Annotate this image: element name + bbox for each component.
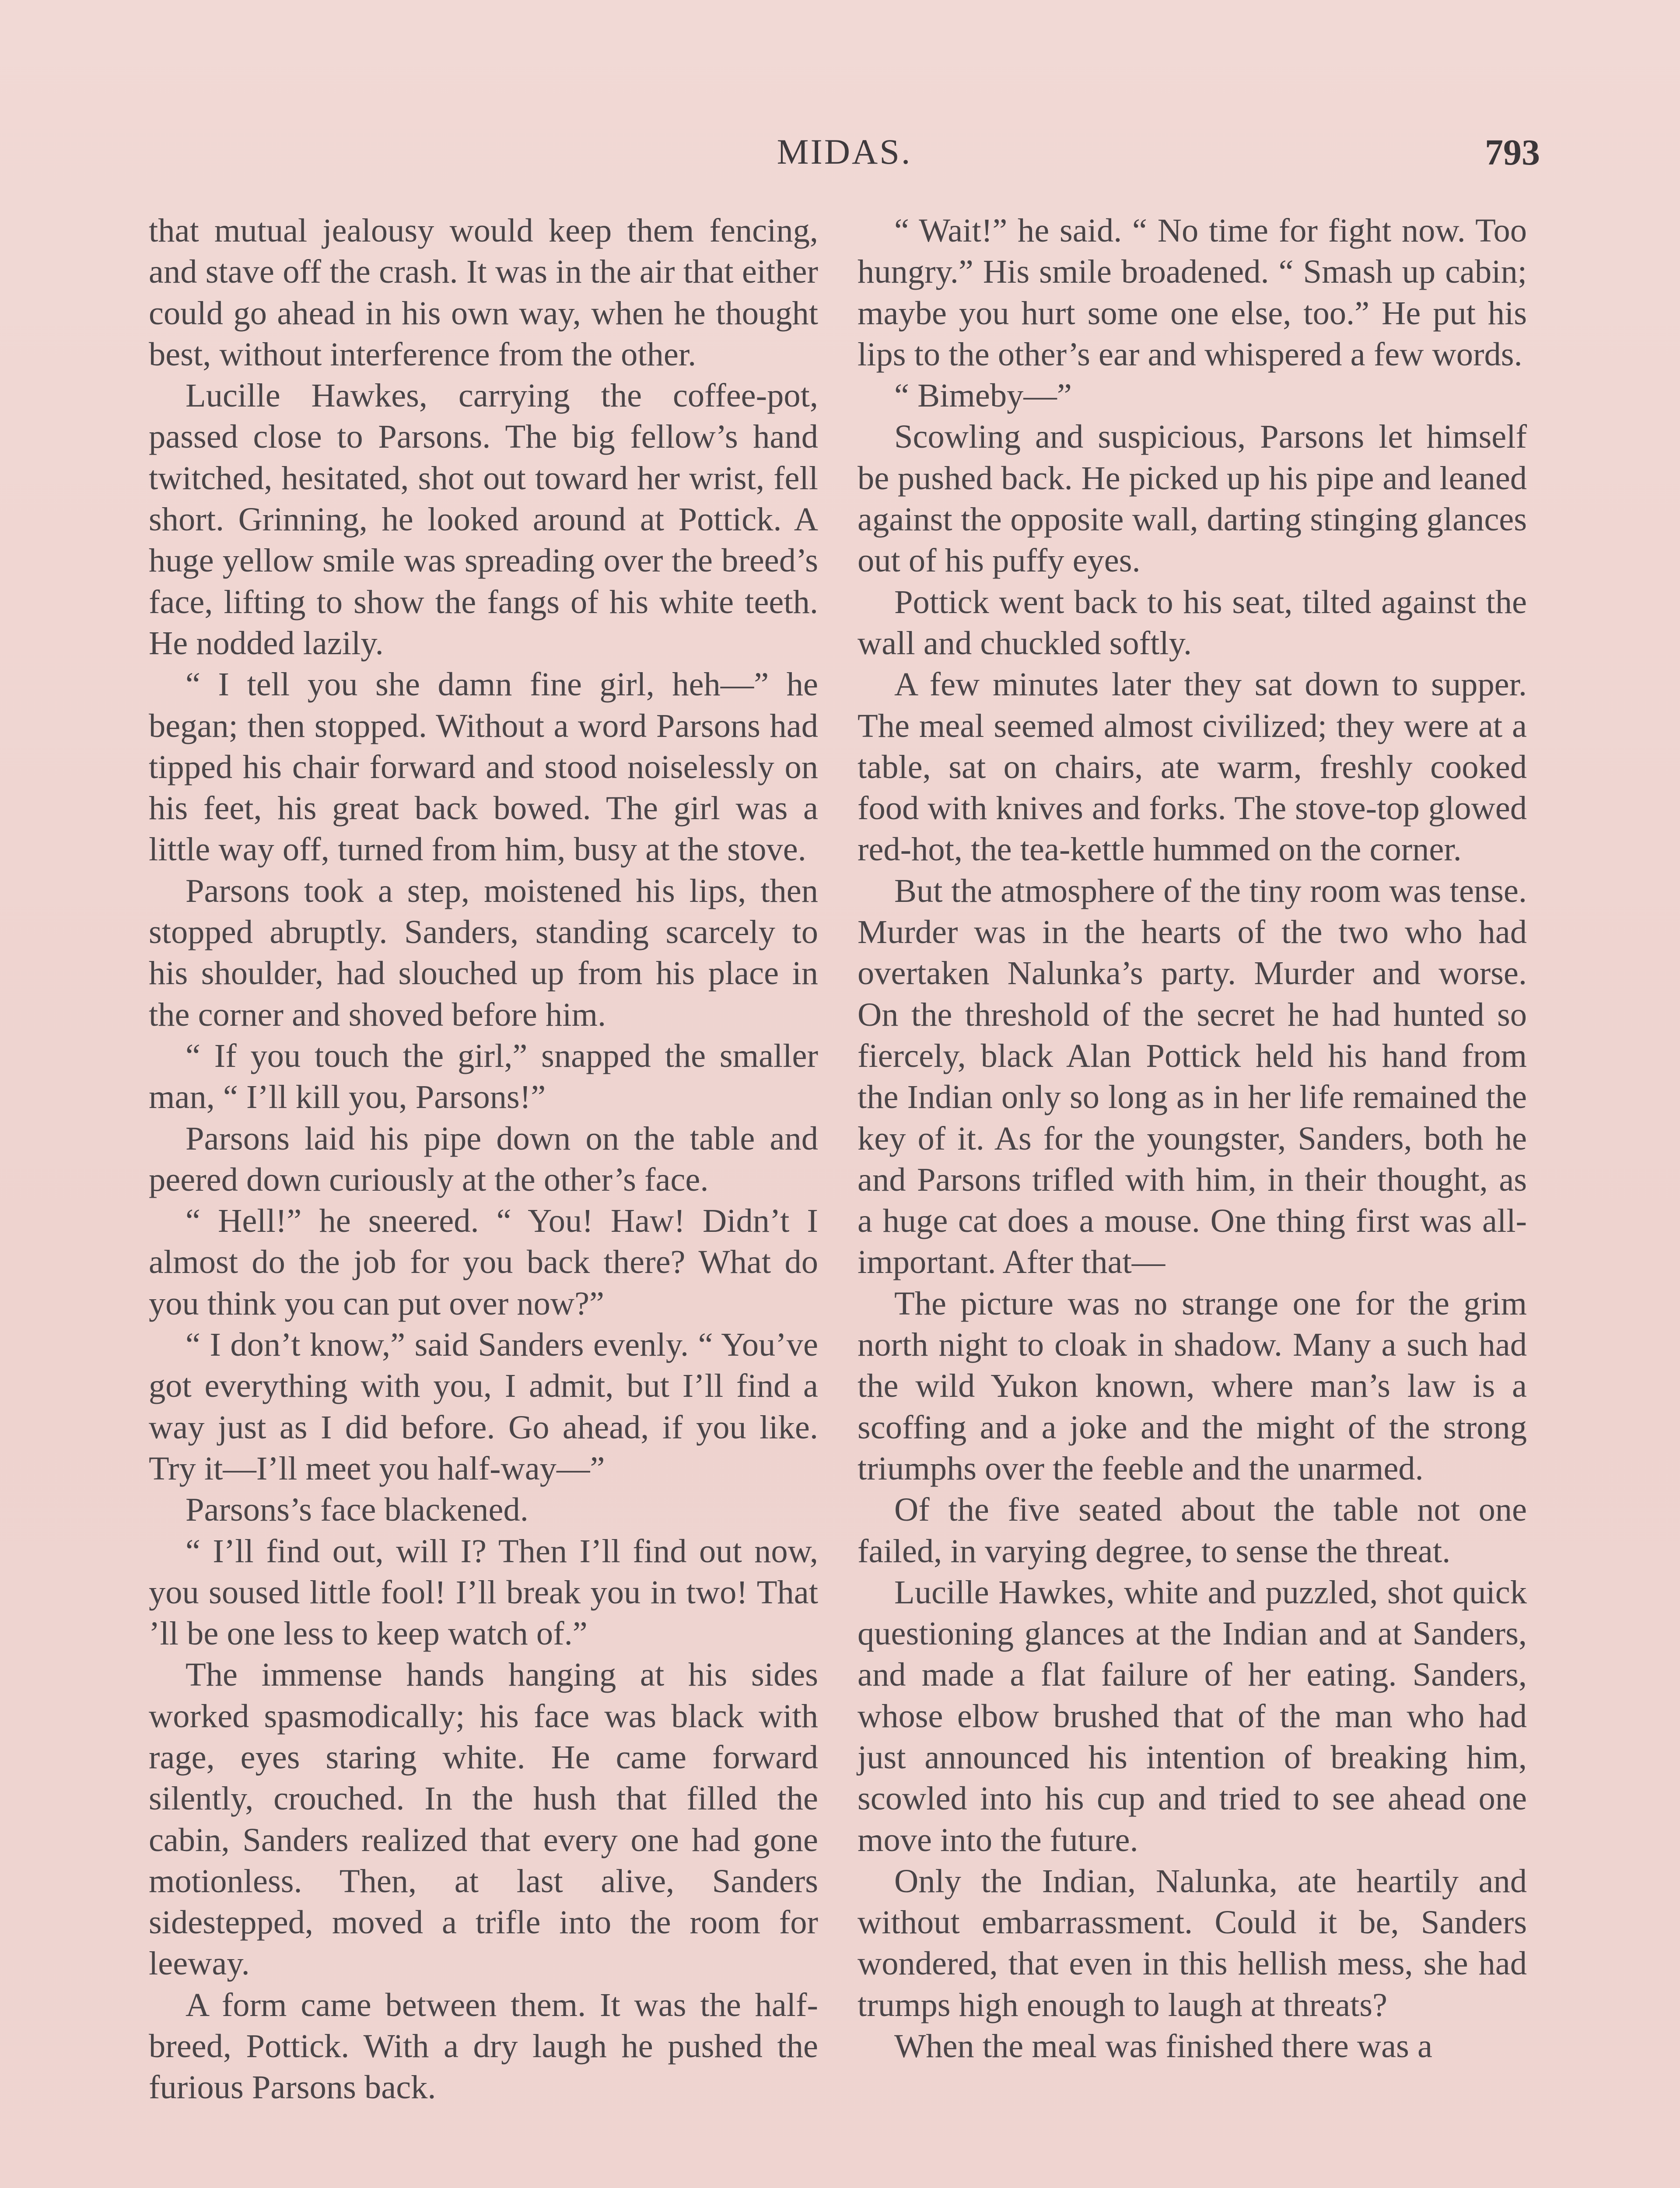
paragraph: Parsons’s face blackened. xyxy=(186,1491,528,1529)
paragraph: “ I tell you she damn fine girl, heh—” he began; then stopped. Without a word Parsons had tipped his chair forward and stood noiselessly on his feet, his great back bowed. The girl was a little way off, turned from him, busy at the stove. xyxy=(149,666,818,868)
paragraph: Only the Indian, Nalunka, ate heartily and without embarrassment. Could it be, Sanders wondered, that even in this hellish mess, she had trumps high enough to laugh at threats? xyxy=(858,1862,1527,2023)
paragraph: When the meal was finished there was a xyxy=(894,2027,1432,2065)
paragraph: “ If you touch the girl,” snapped the smaller man, “ I’ll kill you, Parsons!” xyxy=(149,1037,818,1116)
paragraph: “ I don’t know,” said Sanders evenly. “ You’ve got everything with you, I admit, but I’ll find a way just as I did before. Go ahead, if you like. Try it—I’ll meet you half-way—” xyxy=(149,1326,818,1487)
paragraph: that mutual jealousy would keep them fencing, and stave off the crash. It was in the air that either could go ahead in his own way, when he thought best, without interference from the other. xyxy=(149,212,818,373)
page-number: 793 xyxy=(1485,132,1540,173)
paragraph: “ Wait!” he said. “ No time for fight now. Too hungry.” His smile broadened. “ Smash up cabin; maybe you hurt some one else, too.” He put his lips to the other’s ear and whispered a few words. xyxy=(858,212,1527,373)
paragraph: Parsons took a step, moistened his lips, then stopped abruptly. Sanders, standing scarcely to his shoulder, had slouched up from his place in the corner and shoved before him. xyxy=(149,872,818,1033)
left-column xyxy=(149,210,818,2108)
paragraph: A few minutes later they sat down to supper. The meal seemed almost civilized; they were at a table, sat on chairs, ate warm, freshly cooked food with knives and forks. The stove-top glowed red-hot, the tea-kettle hummed on the corner. xyxy=(858,666,1527,868)
paragraph: The immense hands hanging at his sides worked spasmodically; his face was black with rage, eyes staring white. He came forward silently, crouched. In the hush that filled the cabin, Sanders realized that every one had gone motionless. Then, at last alive, Sanders sidestepped, moved a trifle into the room for leeway. xyxy=(149,1656,818,1982)
paragraph: But the atmosphere of the tiny room was tense. Murder was in the hearts of the two who had overtaken Nalunka’s party. Murder and worse. On the threshold of the secret he had hunted so fiercely, black Alan Pottick held his hand from the Indian only so long as in her life remained the key of it. As for the youngster, Sanders, both he and Parsons trifled with him, in their thought, as a huge cat does a mouse. One thing first was all-important. After that— xyxy=(858,872,1527,1281)
paragraph: Lucille Hawkes, carrying the coffee-pot, passed close to Parsons. The big fellow’s hand twitched, hesitated, shot out toward her wrist, fell short. Grinning, he looked around at Pottick. A huge yellow smile was spreading over the breed’s face, lifting to show the fangs of his white teeth. He nodded lazily. xyxy=(149,377,818,662)
paragraph: “ Hell!” he sneered. “ You! Haw! Didn’t I almost do the job for you back there? What do you think you can put over now?” xyxy=(149,1202,818,1322)
paragraph: The picture was no strange one for the grim north night to cloak in shadow. Many a such had the wild Yukon known, where man’s law is a scoffing and a joke and the might of the strong triumphs over the feeble and the unarmed. xyxy=(858,1284,1527,1487)
paragraph: Of the five seated about the table not one failed, in varying degree, to sense the threat. xyxy=(858,1491,1527,1570)
paragraph: “ I’ll find out, will I? Then I’ll find out now, you soused little fool! I’ll break you in two! That ’ll be one less to keep watch of.” xyxy=(149,1532,818,1652)
page-header xyxy=(149,131,1540,179)
paragraph: Parsons laid his pipe down on the table and peered down curiously at the other’s face. xyxy=(149,1119,818,1198)
paragraph: Lucille Hawkes, white and puzzled, shot quick questioning glances at the Indian and at Sanders, and made a flat failure of her eating. Sanders, whose elbow brushed that of the man who had just announced his intention of breaking him, scowled into his cup and tried to see ahead one move into the future. xyxy=(858,1573,1527,1858)
paragraph: Scowling and suspicious, Parsons let himself be pushed back. He picked up his pipe and leaned against the opposite wall, darting stinging glances out of his puffy eyes. xyxy=(858,418,1527,579)
paragraph: Pottick went back to his seat, tilted against the wall and chuckled softly. xyxy=(858,583,1527,662)
paragraph: A form came between them. It was the half-breed, Pottick. With a dry laugh he pushed the furious Parsons back. xyxy=(149,1986,818,2106)
running-head: MIDAS. xyxy=(777,132,912,172)
paragraph: “ Bimeby—” xyxy=(894,377,1072,414)
right-column xyxy=(858,210,1527,2067)
